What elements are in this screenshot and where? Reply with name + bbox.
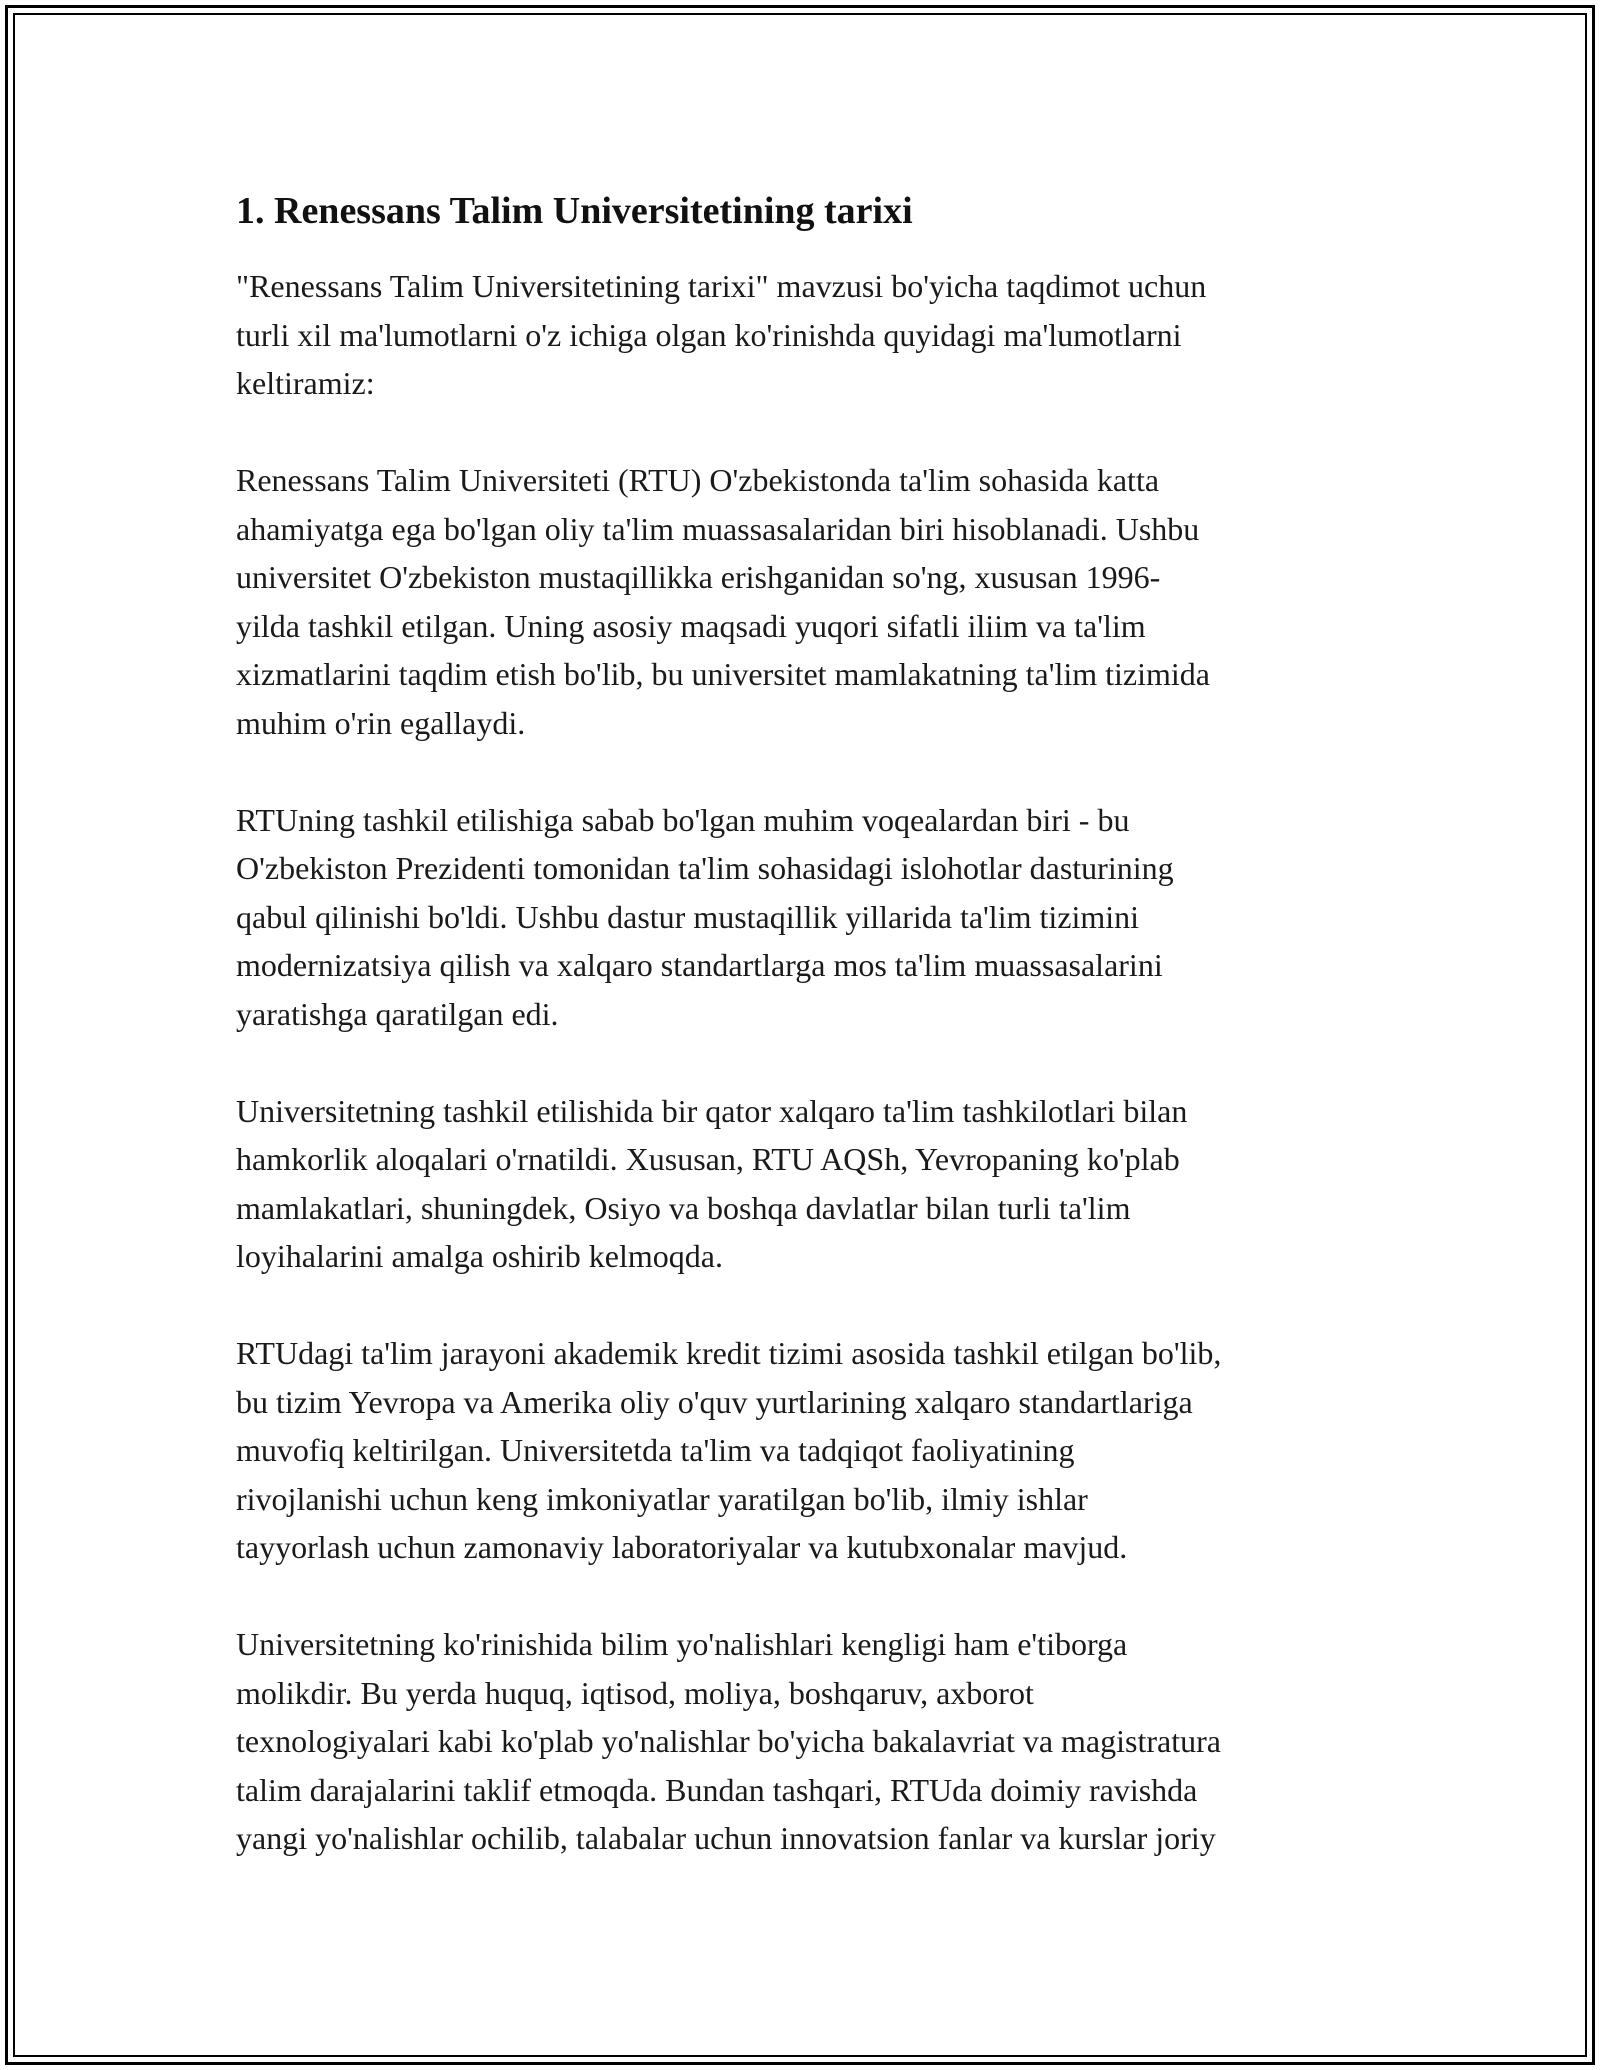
text-line: turli xil ma'lumotlarni o'z ichiga olgan ko'rinishda quyidagi ma'lumotlarni — [236, 316, 1182, 353]
text-line: universitet O'zbekiston mustaqillikka erishganidan so'ng, xususan 1996- — [236, 559, 1161, 595]
text-line: muvofiq keltirilgan. Universitetda ta'lim va tadqiqot faoliyatining — [236, 1432, 1075, 1468]
text-line: ahamiyatga ega bo'lgan oliy ta'lim muassasalaridan biri hisoblanadi. Ushbu — [236, 510, 1200, 547]
paragraph-reforms — [236, 796, 1376, 1039]
text-line: qabul qilinishi bo'ldi. Ushbu dastur mustaqillik yillarida ta'lim tizimini — [236, 898, 1140, 935]
text-line: RTUning tashkil etilishiga sabab bo'lgan muhim voqealardan biri - bu — [236, 801, 1130, 838]
text-line: talim darajalarini taklif etmoqda. Bundan tashqari, RTUda doimiy ravishda — [236, 1771, 1198, 1808]
text-line: Universitetning tashkil etilishida bir qator xalqaro ta'lim tashkilotlari bilan — [236, 1092, 1188, 1129]
text-line: mamlakatlari, shuningdek, Osiyo va boshqa davlatlar bilan turli ta'lim — [236, 1189, 1131, 1226]
text-line: tayyorlash uchun zamonaviy laboratoriyalar va kutubxonalar mavjud. — [236, 1529, 1128, 1565]
paragraph-programs — [236, 1620, 1376, 1863]
paragraph-cooperation — [236, 1087, 1376, 1281]
text-line: O'zbekiston Prezidenti tomonidan ta'lim sohasidagi islohotlar dasturining — [236, 850, 1174, 886]
text-line: hamkorlik aloqalari o'rnatildi. Xususan, RTU AQSh, Yevropaning ko'plab — [236, 1141, 1180, 1177]
paragraph-credit-system — [236, 1329, 1376, 1572]
text-line: RTUdagi ta'lim jarayoni akademik kredit tizimi asosida tashkil etilgan bo'lib, — [236, 1335, 1222, 1371]
text-line: loyihalarini amalga oshirib kelmoqda. — [236, 1238, 723, 1274]
text-line: keltiramiz: — [236, 365, 375, 401]
document-body — [236, 186, 1376, 1911]
text-line: muhim o'rin egallaydi. — [236, 704, 526, 741]
text-line: "Renessans Talim Universitetining tarixi" mavzusi bo'yicha taqdimot uchun — [236, 268, 1207, 304]
document-title: 1. Renessans Talim Universitetining tarixi — [236, 190, 913, 232]
text-line: Universitetning ko'rinishida bilim yo'nalishlari kengligi ham e'tiborga — [236, 1626, 1128, 1662]
text-line: yangi yo'nalishlar ochilib, talabalar uchun innovatsion fanlar va kurslar joriy — [236, 1820, 1216, 1856]
paragraph-intro — [236, 262, 1376, 408]
paragraph-founding — [236, 456, 1376, 747]
text-line: yaratishga qaratilgan edi. — [236, 995, 559, 1032]
text-line: yilda tashkil etilgan. Uning asosiy maqsadi yuqori sifatli iliim va ta'lim — [236, 607, 1146, 644]
text-line: bu tizim Yevropa va Amerika oliy o'quv yurtlarining xalqaro standartlariga — [236, 1383, 1193, 1420]
text-line: molikdir. Bu yerda huquq, iqtisod, moliya, boshqaruv, axborot — [236, 1674, 1034, 1711]
text-line: xizmatlarini taqdim etish bo'lib, bu universitet mamlakatning ta'lim tizimida — [236, 656, 1210, 692]
text-line: rivojlanishi uchun keng imkoniyatlar yaratilgan bo'lib, ilmiy ishlar — [236, 1480, 1088, 1517]
text-line: modernizatsiya qilish va xalqaro standartlarga mos ta'lim muassasalarini — [236, 947, 1163, 983]
text-line: Renessans Talim Universiteti (RTU) O'zbekistonda ta'lim sohasida katta — [236, 462, 1160, 498]
text-line: texnologiyalari kabi ko'plab yo'nalishlar bo'yicha bakalavriat va magistratura — [236, 1723, 1221, 1759]
